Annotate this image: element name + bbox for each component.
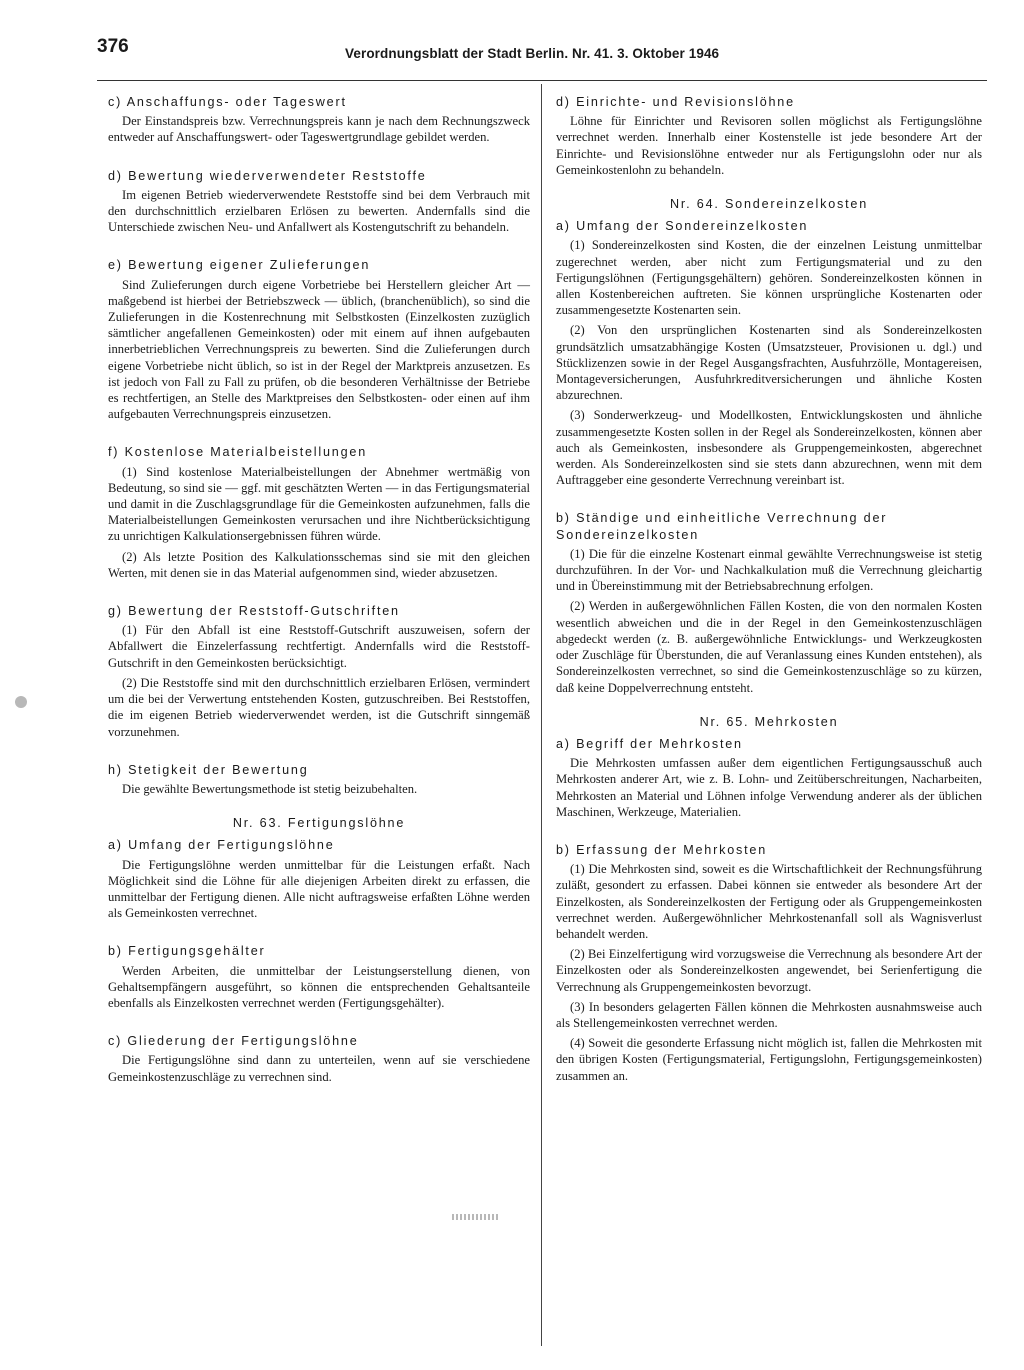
paragraph: Die Fertigungslöhne sind dann zu unterteilen, wenn auf sie verschiedene Gemeinkostenzuschläge zu verrechnen sind. — [108, 1053, 530, 1084]
paragraph: Im eigenen Betrieb wiederverwendete Reststoffe sind bei dem Verbrauch mit den durchschnittlich erzielbaren Erlösen zu bewerten. Andernfalls sind die Unterschiede zwischen Neu- und Anfallwert als Kostengutschrift zu behandeln. — [108, 187, 530, 235]
section-heading: b) Fertigungsgehälter — [108, 944, 266, 959]
section-heading: a) Begriff der Mehrkosten — [556, 736, 743, 751]
punch-hole-mark — [15, 696, 27, 708]
section-heading: d) Bewertung wiederverwendeter Reststoffe — [108, 168, 427, 183]
paragraph: (3) Sonderwerkzeug- und Modellkosten, Entwicklungskosten und ähnliche zusammengesetzte Kosten sollen in der Regel als Sondereinzelkosten, können aber auch als Gemeinkosten, insbesondere als Gruppengemeinkosten, abgerechnet werden. Als Sondereinzelkosten sind sie stets dann abzurechnen, wenn mit dem Auftraggeber eine gesonderte Verrechnung vereinbart ist. — [556, 408, 982, 488]
right-column — [556, 88, 982, 1088]
ink-smudge — [452, 1214, 498, 1220]
paragraph: (2) Die Reststoffe sind mit den durchschnittlich erzielbaren Erlösen, vermindert um die bei der Verwertung entstehenden Kosten, gutzuschreiben. Bei Reststoffen, die im eigenen Betrieb wiederverwendet werden, ist die Gutschrift sinngemäß vorzunehmen. — [108, 675, 530, 739]
paragraph: Sind Zulieferungen durch eigene Vorbetriebe bei Herstellern gleicher Art — maßgebend ist hierbei der Betriebszweck — üblich, (branchenüblich), so sind die Zulieferungen in die Kostenrechnung mit Selbstkosten (Einzelkosten zuzüglich sämtlicher angefallenen Gemeinkosten) oder mit einem auf ihnen aufgebauten innerbetrieblichen Verrechnungspreis zu bewerten. Sind die Zulieferungen durch eigene Vorbetriebe nicht üblich, so ist in der Regel der Marktpreis anzusetzen. Es ist jedoch von Fall zu Fall zu prüfen, ob die besonderen Verhältnisse der Betriebe es rechtfertigen, an Stelle des Marktpreises den Selbstkosten- oder einen auf ihm aufgebauten Verrechnungspreis einzusetzen. — [108, 277, 530, 422]
section-heading: c) Anschaffungs- oder Tageswert — [108, 95, 347, 109]
paragraph: (1) Für den Abfall ist eine Reststoff-Gutschrift auszuweisen, sofern der Abfallwert die Einzelerfassung rechtfertigt. Andernfalls wird die Reststoff-Gutschrift in den Gemeinkosten berücksichtigt. — [108, 623, 530, 670]
paragraph: (2) Als letzte Position des Kalkulationsschemas sind sie mit den gleichen Werten, mit denen sie in das Material aufgenommen sind, wieder abzusetzen. — [108, 549, 530, 580]
paragraph: Löhne für Einrichter und Revisoren sollen möglichst als Fertigungslöhne verrechnet werden. Innerhalb einer Kostenstelle ist jede besondere Art der Einrichte- und Revisionslöhne entweder nur als Fertigungslohn oder nur als Gemeinkostenlohn zu behandeln. — [556, 114, 982, 177]
paragraph: (2) Werden in außergewöhnlichen Fällen Kosten, die von den normalen Kosten wesentlich abweichen und die in der Regel in den Gemeinkostenzuschlägen abgedeckt werden (z. B. außergewöhnliche Entwicklungs- und Werkzeugkosten oder Zuschläge für Überstunden, die auf Veranlassung eines Kunden entstehen), als Sondereinzelkosten verrechnet, so sind die Gemeinkostenzuschläge so zu kürzen, daß keine Doppelverrechnung entsteht. — [556, 599, 982, 695]
header-rule — [97, 80, 987, 81]
paragraph: (3) In besonders gelagerten Fällen können die Mehrkosten ausnahmsweise auch als Stellengemeinkosten verrechnet werden. — [556, 999, 982, 1030]
section-heading: g) Bewertung der Reststoff-Gutschriften — [108, 604, 400, 619]
paragraph: Werden Arbeiten, die unmittelbar der Leistungserstellung dienen, von Gehaltsempfängern ausgeführt, so können die entsprechenden Gehaltsanteile ebenfalls als Einzelkosten verrechnet werden (Fertigungsgehälter). — [108, 963, 530, 1010]
paragraph: (2) Bei Einzelfertigung wird vorzugsweise die Verrechnung als besondere Art der Einzelkosten oder als Sondereinzelkosten angewendet, bei Serienfertigung die Verrechnung als Gruppengemeinkosten bevorzugt. — [556, 947, 982, 994]
paragraph: (2) Von den ursprünglichen Kostenarten sind als Sondereinzelkosten grundsätzlich umsatzabhängige Kosten (Umsatzsteuer, Provisionen u. dgl.) und Stücklizenzen sowie in der Regel Ausgangsfrachten, Ausfuhrzölle, Montagereisen, Montageversicherungen, Ausfuhrkreditversicherungen und ähnliche Kosten abzurechnen. — [556, 323, 982, 403]
paragraph: Die Mehrkosten umfassen außer dem eigentlichen Fertigungsausschuß auch Mehrkosten anderer Art, wie z. B. Lohn- und Zeitüberschreitungen, Nacharbeiten, Mehrkosten an Material und Löhnen infolge Verwendung anderer als der üblichen Maschinen, Werkzeuge, Materialien. — [556, 756, 982, 819]
paragraph: Die gewählte Bewertungsmethode ist stetig beizubehalten. — [122, 781, 418, 796]
section-heading: h) Stetigkeit der Bewertung — [108, 762, 309, 777]
paragraph: (1) Die Mehrkosten sind, soweit es die Wirtschaftlichkeit der Rechnungsführung zuläßt, gesondert zu erfassen. Dabei können sie entweder als besondere Art der Einzelkosten, als Sondereinzelkosten der Fertigung oder als Gruppengemeinkosten verrechnet werden. Außergewöhnlicher Mehrkostenanfall soll als Wagnisverlust behandelt werden. — [556, 862, 982, 941]
running-title: Verordnungsblatt der Stadt Berlin. Nr. 41. 3. Oktober 1946 — [345, 46, 720, 61]
column-divider — [541, 84, 542, 1346]
article-title: Nr. 64. Sondereinzelkosten — [669, 197, 869, 212]
section-heading: d) Einrichte- und Revisionslöhne — [556, 95, 795, 109]
paragraph: Der Einstandspreis bzw. Verrechnungspreis kann je nach dem Rechnungszweck entweder auf Anschaffungswert- oder Tageswertgrundlage gebildet werden. — [108, 114, 530, 145]
paragraph: (1) Die für die einzelne Kostenart einmal gewählte Verrechnungsweise ist stetig durchzuführen. In der Vor- und Nachkalkulation muß die Verrechnung gleichartig und in Übereinstimmung mit der Betriebsabrechnung erfolgen. — [556, 546, 982, 594]
article-title: Nr. 63. Fertigungslöhne — [232, 816, 406, 831]
paragraph: Die Fertigungslöhne werden unmittelbar für die Leistungen erfaßt. Nach Möglichkeit sind die Löhne für alle diejenigen Arbeiten direkt zu erfassen, die unmittelbar der Fertigung dienen. Alle nicht auftragsweise erfaßten Löhne werden als Gemeinkosten verrechnet. — [108, 857, 530, 921]
section-heading: f) Kostenlose Materialbeistellungen — [108, 445, 368, 460]
section-heading: e) Bewertung eigener Zulieferungen — [108, 258, 371, 273]
page-number: 376 — [97, 36, 129, 57]
section-heading: a) Umfang der Sondereinzelkosten — [556, 219, 809, 234]
section-heading: a) Umfang der Fertigungslöhne — [108, 838, 335, 853]
section-heading: c) Gliederung der Fertigungslöhne — [108, 1034, 359, 1049]
section-heading: b) Erfassung der Mehrkosten — [556, 842, 767, 857]
paragraph: (4) Soweit die gesonderte Erfassung nicht möglich ist, fallen die Mehrkosten mit den übrigen Kosten (Fertigungsmaterial, Fertigungslohn, Fertigungsgemeinkosten) zusammen an. — [556, 1036, 982, 1083]
section-heading: b) Ständige und einheitliche Verrechnung der Sondereinzelkosten — [556, 511, 888, 542]
left-column — [108, 88, 530, 1089]
paragraph: (1) Sondereinzelkosten sind Kosten, die der einzelnen Leistung unmittelbar zugerechnet werden, aber nicht zum Fertigungsmaterial und zu den Fertigungslöhnen (Fertigungsgehältern) gehören. Sondereinzelkosten können in allen Kostenbereichen auftreten. Sie können ursprüngliche Kostenarten oder zusammengesetzte Kostenarten sein. — [556, 238, 982, 318]
paragraph: (1) Sind kostenlose Materialbeistellungen der Abnehmer wertmäßig von Bedeutung, so sind sie — ggf. mit geschätzten Werten — in das Fertigungsmaterial und damit in die Zuschlagsgrundlage für die Gemeinkosten aufzunehmen, falls die Materialbeistellungen Gemeinkosten verursachen und ihre Nichtberücksichtigung zu unrichtigen Kalkulationsergebnissen führen würde. — [108, 464, 530, 544]
article-title: Nr. 65. Mehrkosten — [699, 714, 839, 729]
